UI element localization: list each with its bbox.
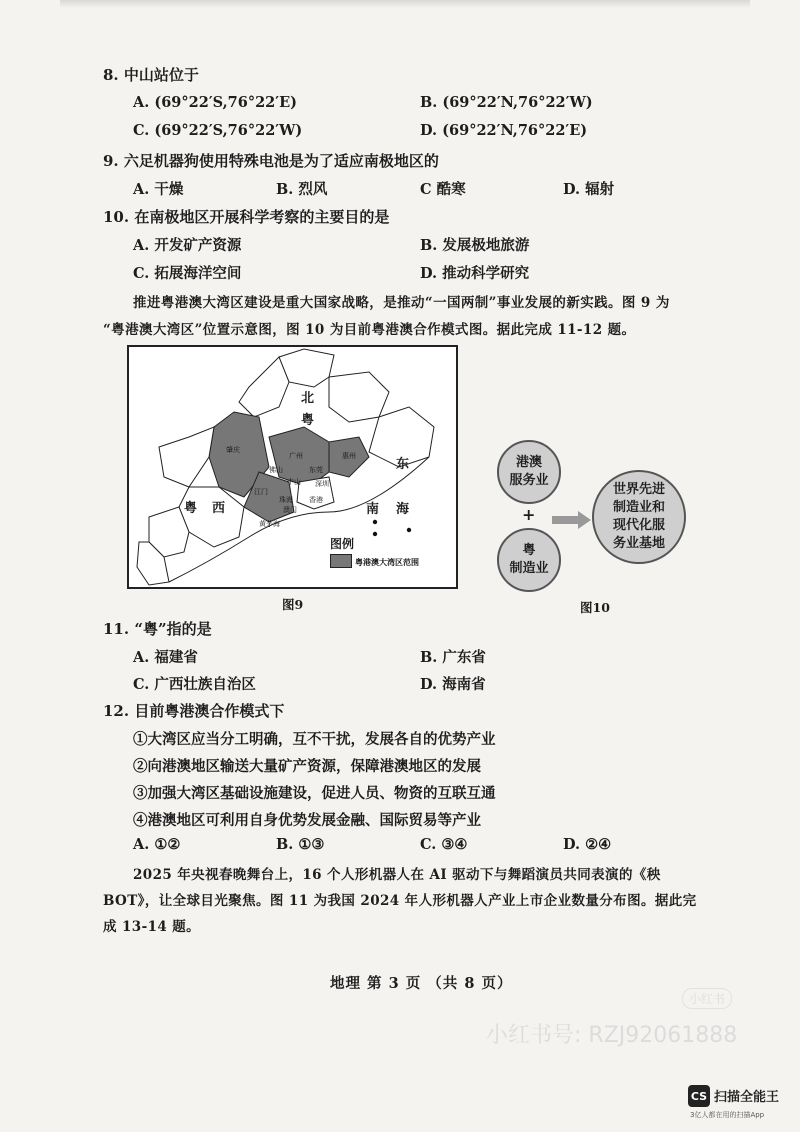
island-dot <box>407 528 411 532</box>
q8-option-b: B. (69°22′N,76°22′W) <box>420 94 593 111</box>
city-label-guangzhou: 广州 <box>289 452 303 460</box>
circle-hk-macao-service <box>497 440 561 504</box>
intro-1112-line2: “粤港澳大湾区”位置示意图，图 10 为目前粤港澳合作模式图。据此完成 11-12 题。 <box>103 322 636 338</box>
plus-sign: + <box>522 505 536 524</box>
q9-option-a: A. 干燥 <box>133 181 184 198</box>
city-label-huangmaohai: 黄茅海 <box>259 520 280 528</box>
q10-option-b: B. 发展极地旅游 <box>420 237 530 254</box>
intro-1314-line3: 成 13-14 题。 <box>103 919 201 935</box>
city-label-hk: 香港 <box>309 496 323 504</box>
map-label-yue-west: 粤 <box>184 501 198 516</box>
q12-option-d: D. ②④ <box>563 836 612 853</box>
circle-c-line2: 制造业和 <box>612 500 665 515</box>
map-label-west: 西 <box>212 501 226 516</box>
q12-statement-1: ①大湾区应当分工明确，互不干扰，发展各自的优势产业 <box>133 731 496 748</box>
q12-statement-2: ②向港澳地区输送大量矿产资源，保障港澳地区的发展 <box>133 758 481 775</box>
q11-option-c: C. 广西壮族自治区 <box>133 676 256 693</box>
island-dot <box>373 520 377 524</box>
map-label-yue: 粤 <box>301 413 315 428</box>
city-label-shenzhen: 深圳 <box>315 480 329 488</box>
city-label-huizhou: 惠州 <box>342 452 356 460</box>
map-label-north: 北 <box>301 391 315 406</box>
legend-swatch <box>330 554 352 568</box>
q10-option-c: C. 拓展海洋空间 <box>133 265 242 282</box>
q11-option-a: A. 福建省 <box>133 649 198 666</box>
q9-option-c: C 酷寒 <box>420 181 466 198</box>
city-label-dongguan: 东莞 <box>309 466 323 474</box>
q12-stem: 12. 目前粤港澳合作模式下 <box>103 702 285 720</box>
figure-9-map <box>127 345 458 589</box>
q10-stem: 10. 在南极地区开展科学考察的主要目的是 <box>103 208 390 226</box>
q12-statement-4: ④港澳地区可利用自身优势发展金融、国际贸易等产业 <box>133 812 481 829</box>
circle-a-line1: 港澳 <box>515 455 542 470</box>
figure-10-caption: 图10 <box>580 600 610 615</box>
scanner-name: 扫描全能王 <box>714 1090 780 1105</box>
city-label-foshan: 佛山 <box>269 466 283 474</box>
city-label-jiangmen: 江门 <box>254 488 268 496</box>
circle-b-line2: 制造业 <box>509 561 549 576</box>
city-label-zhaoqing: 肇庆 <box>226 446 240 454</box>
q10-option-a: A. 开发矿产资源 <box>133 237 242 254</box>
city-label-zhongshan: 中山 <box>287 478 301 486</box>
q9-option-b: B. 烈风 <box>276 181 328 198</box>
camscanner-logo-icon: CS <box>688 1085 710 1107</box>
q8-stem: 8. 中山站位于 <box>103 66 199 84</box>
figure-9-caption: 图9 <box>282 597 304 612</box>
q11-stem: 11. “粤”指的是 <box>103 620 212 638</box>
q8-option-d: D. (69°22′N,76°22′E) <box>420 122 588 139</box>
circle-c-line1: 世界先进 <box>612 482 665 497</box>
legend-item-label: 粤港澳大湾区范围 <box>355 557 419 567</box>
q12-option-a: A. ①② <box>133 836 181 853</box>
circle-a-line2: 服务业 <box>509 473 549 488</box>
map-label-south: 南 <box>366 502 380 517</box>
city-label-zhuhai: 珠海 <box>279 496 293 504</box>
circle-c-line4: 务业基地 <box>612 536 665 551</box>
q11-option-d: D. 海南省 <box>420 676 486 693</box>
circle-b-line1: 粤 <box>522 543 536 558</box>
intro-1112-line1: 推进粤港澳大湾区建设是重大国家战略，是推动“一国两制”事业发展的新实践。图 9 为 <box>133 295 670 311</box>
q12-option-c: C. ③④ <box>420 836 468 853</box>
q12-option-b: B. ①③ <box>276 836 325 853</box>
circle-guangdong-manufacturing <box>497 528 561 592</box>
scanner-tagline: 3亿人都在用的扫描App <box>690 1111 765 1119</box>
q8-option-c: C. (69°22′S,76°22′W) <box>133 122 303 139</box>
arrow-right-icon <box>552 510 592 530</box>
legend-title: 图例 <box>330 537 355 551</box>
q9-stem: 9. 六足机器狗使用特殊电池是为了适应南极地区的 <box>103 152 439 170</box>
q8-option-a: A. (69°22′S,76°22′E) <box>133 94 297 111</box>
circle-c-line3: 现代化服 <box>612 518 665 533</box>
intro-1314-line2: BOT》，让全球目光聚焦。图 11 为我国 2024 年人形机器人产业上市企业数量分布图。据此完 <box>103 893 697 909</box>
map-label-east: 东 <box>396 457 410 472</box>
q9-option-d: D. 辐射 <box>563 181 615 198</box>
q12-statement-3: ③加强大湾区基础设施建设，促进人员、物资的互联互通 <box>133 785 496 802</box>
city-label-macao: 澳门 <box>283 506 297 514</box>
q11-option-b: B. 广东省 <box>420 649 486 666</box>
intro-1314-line1: 2025 年央视春晚舞台上，16 个人形机器人在 AI 驱动下与舞蹈演员共同表演的《秧 <box>133 867 661 883</box>
circle-world-base <box>592 470 686 564</box>
watermark-handle: 小红书号: RZJ92061888 <box>486 1023 738 1048</box>
page-footer: 地理 第 3 页 （共 8 页） <box>330 975 513 992</box>
scan-edge <box>60 0 750 8</box>
island-dot <box>373 532 377 536</box>
q10-option-d: D. 推动科学研究 <box>420 265 530 282</box>
map-label-sea: 海 <box>396 502 410 517</box>
watermark-badge: 小红书 <box>682 988 732 1009</box>
